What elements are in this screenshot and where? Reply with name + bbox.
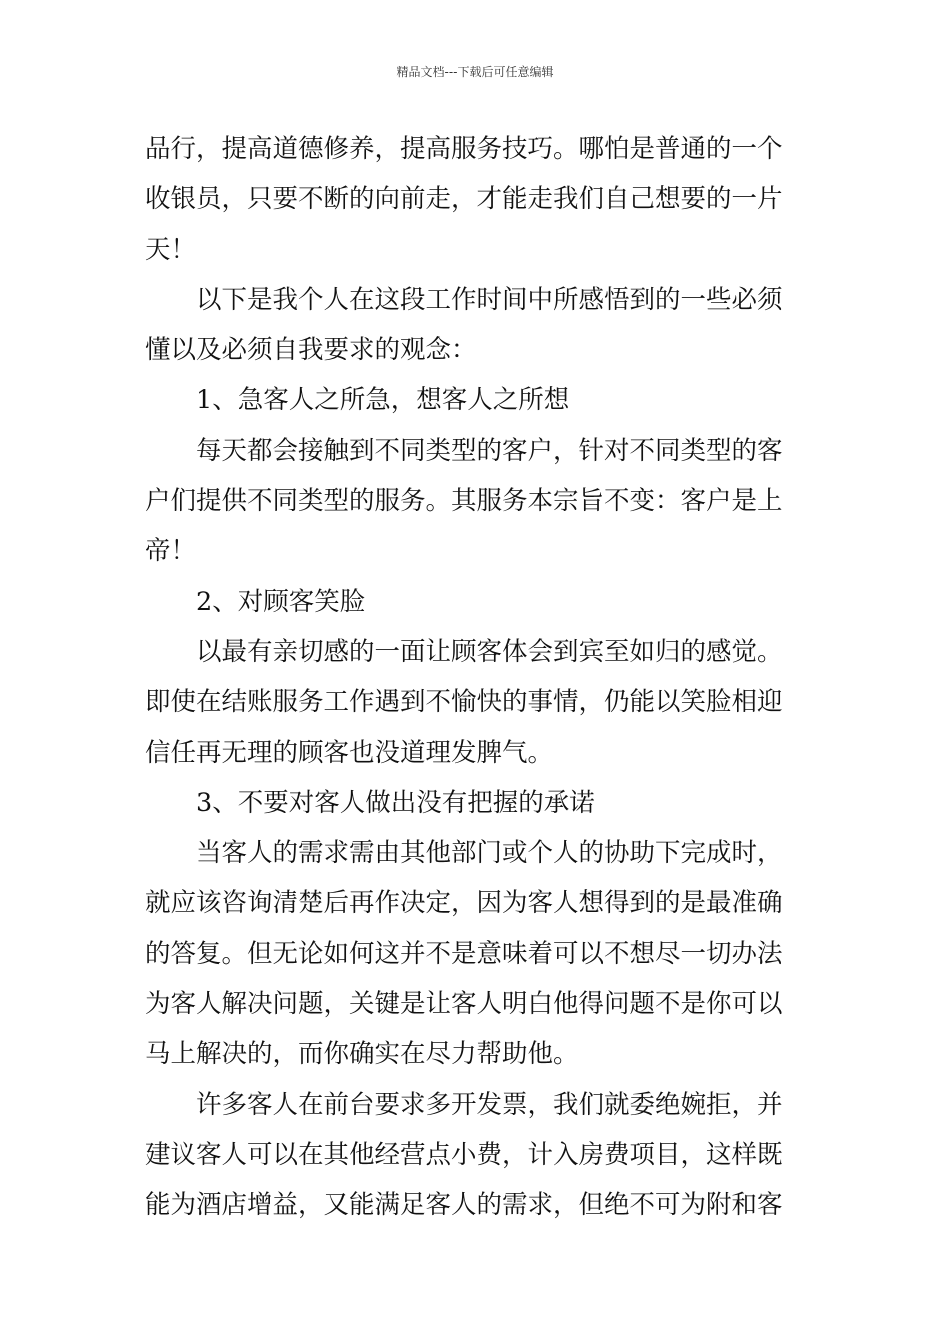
page-header: 精品文档---下载后可任意编辑 — [396, 65, 554, 79]
text-line: 能为酒店增益，又能满足客人的需求，但绝不可为附和客 — [145, 1190, 783, 1221]
text-line: 许多客人在前台要求多开发票，我们就委绝婉拒，并 — [196, 1089, 783, 1120]
text-line: 品行，提高道德修养，提高服务技巧。哪怕是普通的一个 — [145, 134, 783, 164]
text-line: 以最有亲切感的一面让顾客体会到宾至如归的感觉。 — [196, 636, 783, 667]
text-line: 建议客人可以在其他经营点小费，计入房费项目，这样既 — [145, 1139, 783, 1170]
text-line: 每天都会接触到不同类型的客户，针对不同类型的客 — [196, 435, 783, 466]
text-line: 马上解决的，而你确实在尽力帮助他。 — [145, 1039, 579, 1070]
text-line: 信任再无理的顾客也没道理发脾气。 — [145, 737, 554, 768]
text-line: 的答复。但无论如何这并不是意味着可以不想尽一切办法 — [145, 938, 783, 969]
document-body — [145, 124, 807, 1231]
text-line: 户们提供不同类型的服务。其服务本宗旨不变：客户是上 — [145, 486, 783, 517]
text-line: 3、不要对客人做出没有把握的承诺 — [196, 787, 595, 818]
text-line: 天！ — [145, 234, 197, 265]
text-line: 当客人的需求需由其他部门或个人的协助下完成时， — [196, 838, 783, 869]
text-line: 帝！ — [145, 536, 197, 567]
text-line: 2、对顾客笑脸 — [196, 586, 366, 617]
text-line: 1、急客人之所急，想客人之所想 — [196, 385, 570, 416]
text-line: 为客人解决问题，关键是让客人明白他得问题不是你可以 — [145, 989, 783, 1020]
text-line: 以下是我个人在这段工作时间中所感悟到的一些必须 — [196, 284, 783, 315]
text-line: 就应该咨询清楚后再作决定，因为客人想得到的是最准确 — [145, 888, 783, 919]
text-line: 即使在结账服务工作遇到不愉快的事情，仍能以笑脸相迎 — [145, 687, 783, 718]
text-line: 懂以及必须自我要求的观念： — [145, 335, 477, 366]
text-line: 收银员，只要不断的向前走，才能走我们自己想要的一片 — [145, 184, 783, 215]
